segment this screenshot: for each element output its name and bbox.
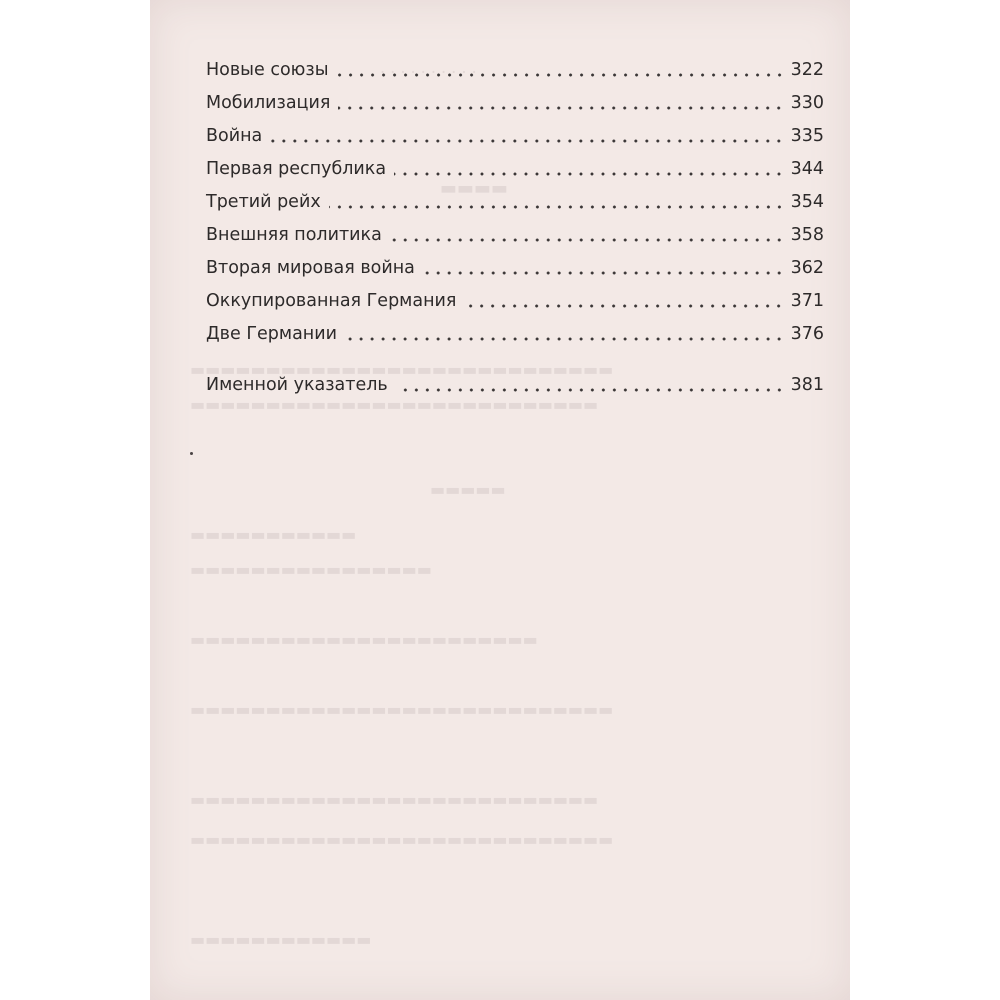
toc-entry-title: Вторая мировая война [206,258,415,278]
dot-leader [423,271,785,275]
dot-leader [338,106,784,110]
dot-leader [329,205,785,209]
toc-entry-page: 362 [790,258,824,278]
toc-entry-page: 322 [790,60,824,80]
toc-entry-page: 335 [790,126,824,146]
toc-entry-page: 381 [790,375,824,395]
toc-entry-page: 344 [790,159,824,179]
toc-entry-page: 330 [790,93,824,113]
toc-entry-title: Внешняя политика [206,225,382,245]
toc-entry-index [206,369,824,402]
toc-entry [206,186,824,219]
toc-entry [206,153,824,186]
toc-entry-title: Первая республика [206,159,387,179]
toc-entry [206,252,824,285]
toc-entry-page: 358 [790,225,824,245]
ink-speck [190,452,193,455]
dot-leader [394,172,784,176]
toc-entry [206,285,824,318]
toc-entry-title: Война [206,126,263,146]
dot-leader [345,337,785,341]
table-of-contents [206,54,824,402]
book-page [150,0,850,1000]
dot-leader [270,139,784,143]
dot-leader [390,238,785,242]
toc-entry-page: 376 [790,324,824,344]
toc-entry [206,219,824,252]
toc-entry-title: Именной указатель [206,375,388,395]
dot-leader [337,73,785,77]
toc-entry-title: Две Германии [206,324,337,344]
bleed-through-text: . . . . . . . . . . ▬▬▬▬ ▬▬▬▬▬▬▬▬▬▬▬▬▬▬▬▬▬▬▬▬▬▬▬▬▬▬▬▬ ▬▬▬▬▬▬▬▬▬▬▬▬▬▬▬▬▬▬▬▬▬▬▬▬▬▬▬ ▬▬▬▬▬ ▬▬▬▬▬▬▬▬▬▬▬ ▬▬▬▬▬▬▬▬▬▬▬▬▬▬▬▬ ▬▬▬▬▬▬▬▬▬▬▬▬▬▬▬▬▬▬▬▬▬▬▬ ▬▬▬▬▬▬▬▬▬▬▬▬▬▬▬▬▬▬▬▬▬▬▬▬▬▬▬▬ ▬▬▬▬▬▬▬▬▬▬▬▬▬▬▬▬▬▬▬▬▬▬▬▬▬▬▬ ▬▬▬▬▬▬▬▬▬▬▬▬▬▬▬▬▬▬▬▬▬▬▬▬▬▬▬▬ ▬▬▬▬▬▬▬▬▬▬▬▬ [190,58,614,949]
toc-entry [206,87,824,120]
toc-entry-page: 371 [790,291,824,311]
toc-entry-title: Мобилизация [206,93,331,113]
toc-entry-title: Третий рейх [206,192,321,212]
toc-entry [206,318,824,351]
toc-entry-title: Оккупированная Германия [206,291,457,311]
dot-leader [464,304,784,308]
toc-entry-title: Новые союзы [206,60,329,80]
toc-entry [206,120,824,153]
dot-leader [396,388,785,392]
toc-entry [206,54,824,87]
toc-entry-page: 354 [790,192,824,212]
